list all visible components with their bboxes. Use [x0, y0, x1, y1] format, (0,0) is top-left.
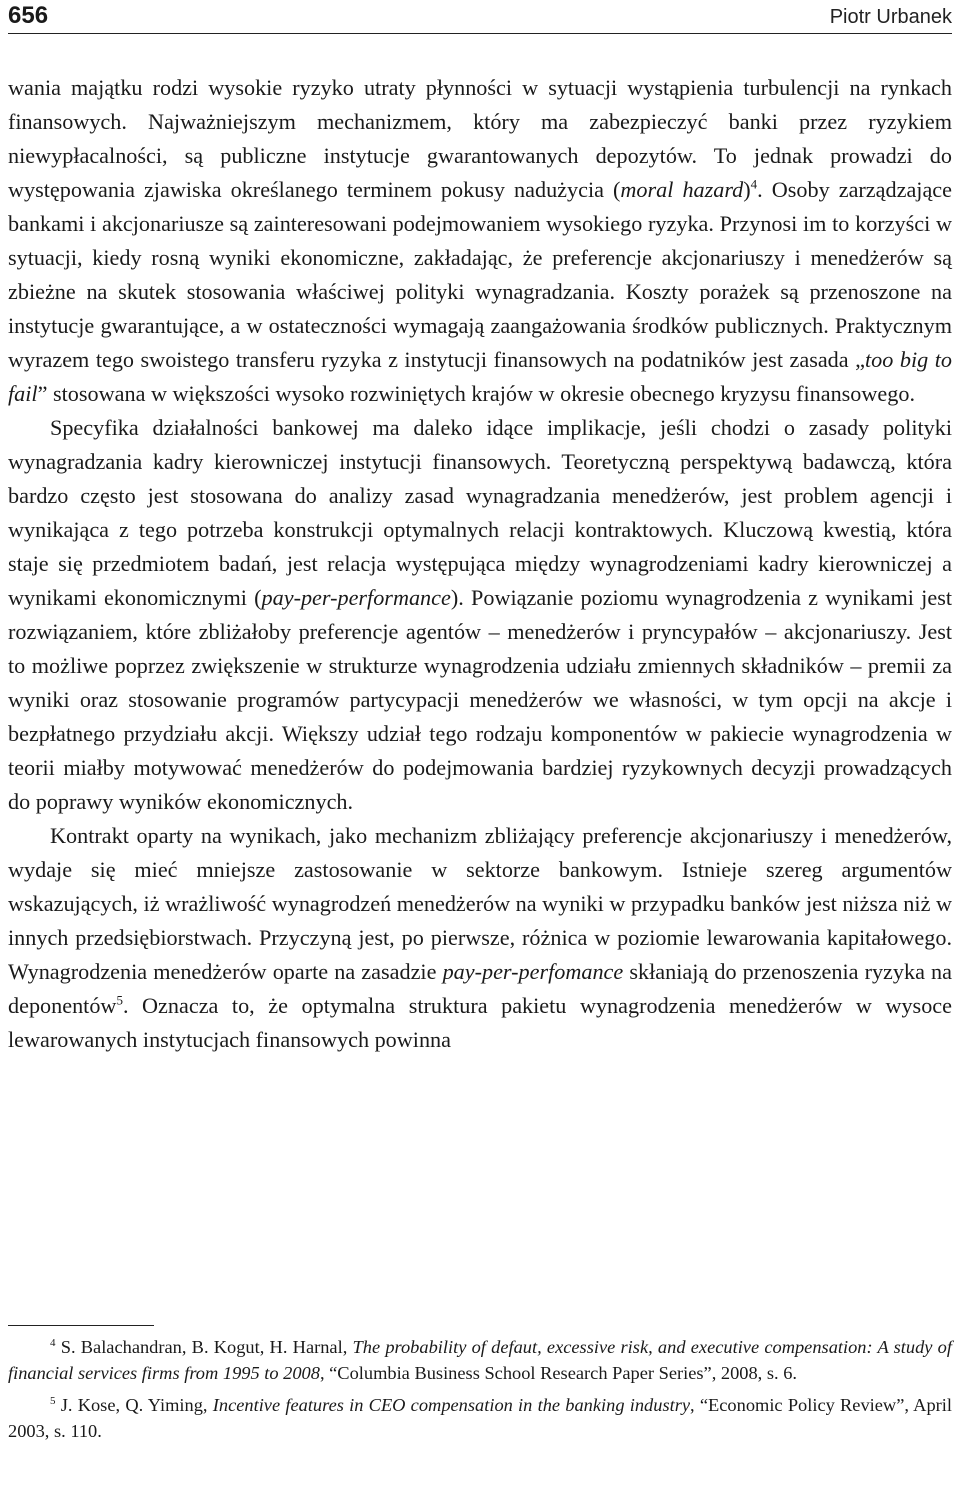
footnote-number: 5	[50, 1394, 56, 1407]
footnotes	[8, 1325, 952, 1450]
text-run: ). Powiązanie poziomu wynagrodzenia z wynikami jest rozwiązaniem, które zbliżałoby preferencje agentów – menedżerów i pryncypałów – akcjonariuszy. Jest to możliwe poprzez zwiększenie w strukturze wynagrodzenia udziału zmiennych składników – premii za wyniki oraz stosowanie programów partycypacji menedżerów we własności, w tym opcji na akcje i bezpłatnego przydziału akcji. Większy udział tego rodzaju komponentów w pakiecie wynagrodzenia w teorii miałby motywować menedżerów do podejmowania bardziej ryzykownych decyzji prowadzących do poprawy wyników ekonomicznych.	[8, 585, 952, 814]
italic-term: pay-per-performance	[261, 585, 451, 610]
footnote-number: 4	[50, 1336, 56, 1349]
paragraph-2	[8, 411, 952, 819]
italic-title: The probability of defaut, excessive risk, and executive compensation: A study of financial services firms from 1995 to 2008	[8, 1337, 952, 1383]
running-author: Piotr Urbanek	[829, 6, 952, 28]
italic-term: too big to fail	[8, 347, 952, 406]
footnote-rule	[8, 1325, 154, 1326]
running-header	[8, 0, 952, 34]
text-run: . Oznacza to, że optymalna struktura pakietu wynagrodzenia menedżerów w wysoce lewarowanych instytucjach finansowych powinna	[8, 993, 952, 1052]
text-run: . Osoby zarządzające bankami i akcjonariusze są zainteresowani podejmowaniem wysokiego ryzyka. Przynosi im to korzyści w sytuacji, kiedy rosną wyniki ekonomiczne, zakładając, że preferencje akcjonariuszy i menedżerów są zbieżne na skutek stosowania właściwej polityki wynagradzania. Koszty porażek są przenoszone na instytucje gwarantujące, a w ostateczności wymagają zaangażowania środków publicznych. Praktycznym wyrazem tego swoistego transferu ryzyka z instytucji finansowych na podatników jest zasada „	[8, 177, 953, 372]
text-run: J. Kose, Q. Yiming,	[55, 1395, 213, 1415]
italic-title: Incentive features in CEO compensation in the banking industry	[212, 1395, 691, 1415]
page-number: 656	[8, 2, 49, 29]
body-text	[8, 71, 952, 1057]
italic-term: moral hazard	[620, 177, 744, 202]
text-run: skłaniają do przenoszenia ryzyka na deponentów	[8, 959, 952, 1018]
text-run: ” stosowana w większości wysoko rozwiniętych krajów w okresie obecnego kryzysu finansowego.	[37, 381, 916, 406]
text-run: Specyfika działalności bankowej ma daleko idące implikacje, jeśli chodzi o zasady polityki wynagradzania kadry kierowniczej instytucji finansowych. Teoretyczną perspektywą badawczą, która bardzo często jest stosowana do analizy zasad wynagradzania menedżerów, jest problem agencji i wynikająca z tego potrzeba konstrukcji optymalnych relacji kontraktowych. Kluczową kwestią, która staje się przedmiotem badań, jest relacja występująca między wynagrodzeniami kadry kierowniczej a wynikami ekonomicznymi (	[8, 415, 952, 610]
text-run: S. Balachandran, B. Kogut, H. Harnal,	[55, 1337, 353, 1357]
footnote-5	[8, 1392, 952, 1444]
text-run: wania majątku rodzi wysokie ryzyko utraty płynności w sytuacji wystąpienia turbulencji na rynkach finansowych. Najważniejszym mechanizmem, który ma zabezpieczyć banki przez ryzykiem niewypłacalności, są publiczne instytucje gwarantowanych depozytów. To jednak prowadzi do występowania zjawiska określanego terminem pokusy nadużycia (	[8, 75, 952, 202]
text-run: Kontrakt oparty na wynikach, jako mechanizm zbliżający preferencje akcjonariuszy i menedżerów, wydaje się mieć mniejsze zastosowanie w sektorze bankowym. Istnieje szereg argumentów wskazujących, iż wrażliwość wynagrodzeń menedżerów na wyniki w przypadku banków jest niższa niż w innych przedsiębiorstwach. Przyczyną jest, po pierwsze, różnica w poziomie lewarowania kapitałowego. Wynagrodzenia menedżerów oparte na zasadzie	[8, 823, 952, 984]
footnote-4	[8, 1334, 952, 1386]
paragraph-1	[8, 71, 952, 411]
footnote-ref[interactable]: 5	[116, 992, 123, 1008]
text-run: )	[743, 177, 751, 202]
italic-term: pay-per-perfomance	[442, 959, 624, 984]
text-run: , “Economic Policy Review”, April 2003, s. 110.	[8, 1395, 953, 1441]
paragraph-3	[8, 819, 952, 1057]
footnote-ref[interactable]: 4	[750, 176, 758, 192]
text-run: , “Columbia Business School Research Paper Series”, 2008, s. 6.	[319, 1363, 798, 1383]
